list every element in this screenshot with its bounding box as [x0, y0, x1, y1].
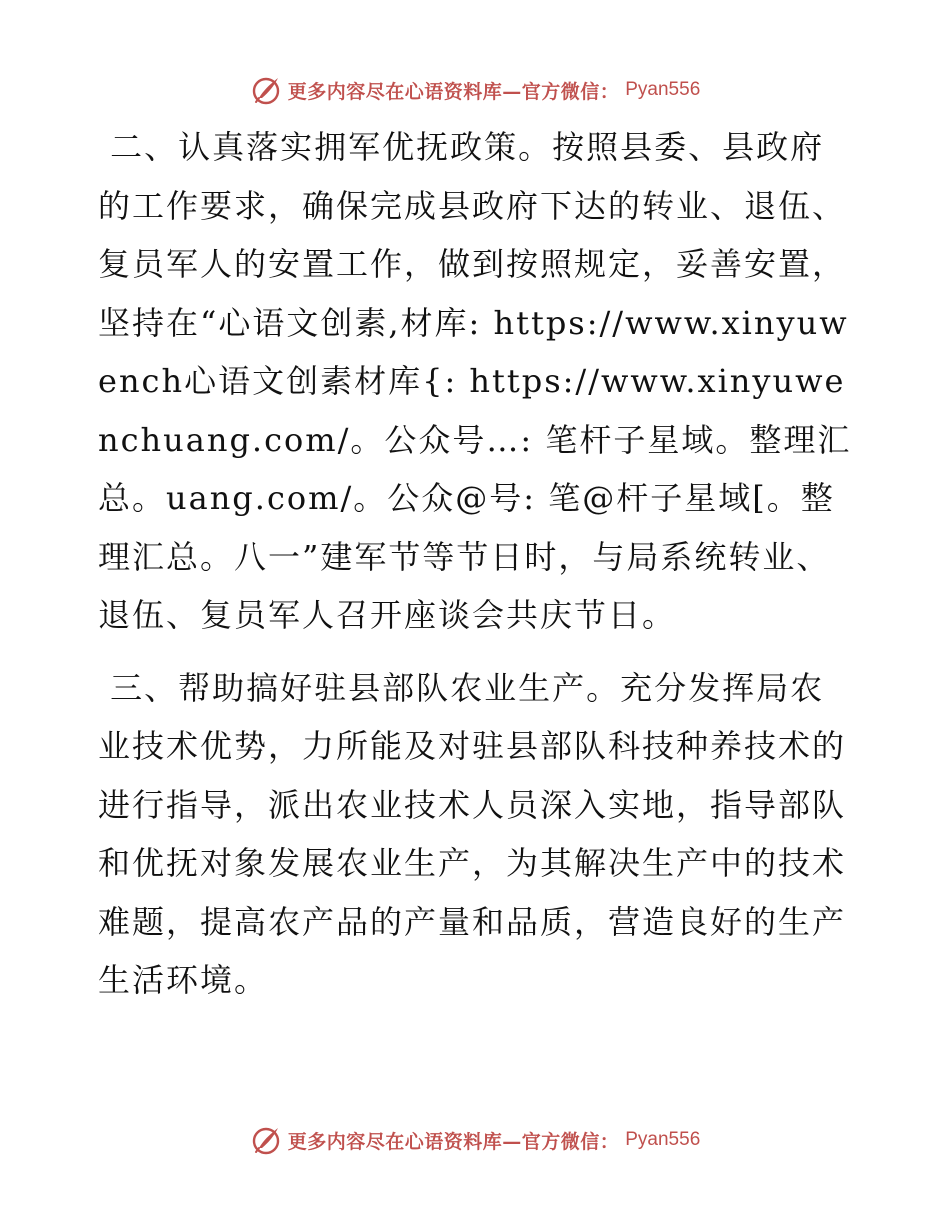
footer-banner-wechat-id: Pyan556 [625, 1129, 701, 1150]
document-body [98, 118, 858, 1010]
quill-pen-logo-icon [250, 74, 282, 106]
paragraph-policy: 二、认真落实拥军优抚政策。按照县委、县政府的工作要求，确保完成县政府下达的转业、退伍、复员军人的安置工作，做到按照规定，妥善安置，坚持在“心语文创素,材库: https://www.xinyuwench心语文创素材库{: https://www.xinyuwenchuang.com/。公众号…: 笔杆子星域。整理汇总。uang.com/。公众@号: 笔@杆子星域[。整理汇总。八一”建军节等节日时，与局系统转业、退伍、复员军人召开座谈会共庆节日。 [98, 128, 852, 634]
header-banner [0, 70, 950, 110]
paragraph-agriculture: 三、帮助搞好驻县部队农业生产。充分发挥局农业技术优势，力所能及对驻县部队科技种养技术的进行指导，派出农业技术人员深入实地，指导部队和优抚对象发展农业生产，为其解决生产中的技术难题，提高农产品的产量和品质，营造良好的生产生活环境。 [98, 668, 847, 999]
quill-pen-logo-icon [250, 1124, 282, 1156]
header-banner-wechat-id: Pyan556 [625, 79, 701, 100]
footer-banner [0, 1120, 950, 1160]
header-banner-text: 更多内容尽在心语资料库—官方微信： [287, 80, 620, 103]
footer-banner-text: 更多内容尽在心语资料库—官方微信： [287, 1130, 620, 1153]
